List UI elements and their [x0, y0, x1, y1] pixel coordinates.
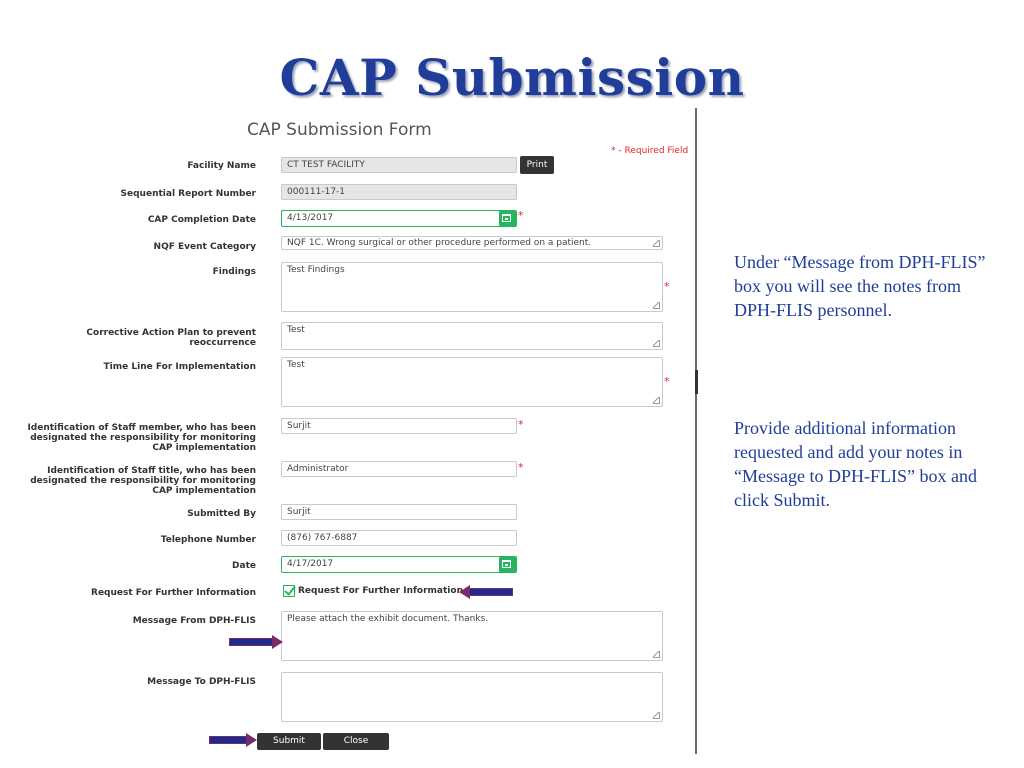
sequential-report-number-input[interactable]: 000111-17-1 [281, 184, 517, 200]
staff-member-input[interactable]: Surjit [281, 418, 517, 434]
staff-member-label [6, 423, 256, 453]
required-asterisk: * [518, 418, 524, 431]
required-asterisk: * [664, 375, 670, 388]
message-from-textarea[interactable]: Please attach the exhibit document. Thanks. [281, 611, 663, 661]
sequential-report-number-label: Sequential Report Number [120, 189, 256, 199]
telephone-number-label: Telephone Number [160, 535, 256, 545]
time-line-label: Time Line For Implementation [103, 362, 256, 372]
request-info-checkbox-label[interactable]: Request For Further Information [298, 586, 463, 596]
telephone-number-input[interactable]: (876) 767-6887 [281, 530, 517, 546]
date-input[interactable]: 4/17/2017 [281, 556, 517, 573]
staff-title-label [6, 466, 256, 496]
submitted-by-label: Submitted By [187, 509, 256, 519]
request-info-label: Request For Further Information [91, 588, 256, 598]
required-asterisk: * [664, 280, 670, 293]
staff-title-label-line1: Identification of Staff title, who has been [47, 466, 256, 476]
staff-title-label-line2: designated the responsibility for monitoring [30, 476, 256, 486]
corrective-action-plan-label-line2: reoccurrence [189, 338, 256, 348]
nqf-event-category-label: NQF Event Category [153, 242, 256, 252]
facility-name-label: Facility Name [187, 161, 256, 171]
cap-completion-date-input[interactable]: 4/13/2017 [281, 210, 517, 227]
right-arrow-icon [209, 733, 257, 747]
staff-title-label-line3: CAP implementation [152, 486, 256, 496]
required-asterisk: * [518, 461, 524, 474]
message-to-label: Message To DPH-FLIS [147, 677, 256, 687]
close-button[interactable]: Close [323, 733, 389, 750]
submitted-by-input[interactable]: Surjit [281, 504, 517, 520]
right-arrow-icon [229, 635, 283, 649]
nqf-event-category-input[interactable]: NQF 1C. Wrong surgical or other procedure performed on a patient. [281, 236, 663, 250]
slide-title: CAP Submission [279, 48, 745, 107]
time-line-textarea[interactable]: Test [281, 357, 663, 407]
required-asterisk: * [518, 209, 524, 222]
facility-name-input[interactable]: CT TEST FACILITY [281, 157, 517, 173]
calendar-icon[interactable] [499, 211, 516, 226]
corrective-action-plan-label-line1: Corrective Action Plan to prevent [86, 328, 256, 338]
staff-member-label-line2: designated the responsibility for monitoring [30, 433, 256, 443]
left-arrow-icon [459, 585, 513, 599]
vertical-divider [695, 108, 697, 754]
staff-member-label-line1: Identification of Staff member, who has been [27, 423, 256, 433]
corrective-action-plan-label [6, 328, 256, 348]
calendar-icon[interactable] [499, 557, 516, 572]
staff-title-input[interactable]: Administrator [281, 461, 517, 477]
request-info-checkbox[interactable] [283, 585, 295, 597]
cap-completion-date-label: CAP Completion Date [147, 215, 256, 225]
message-to-textarea[interactable] [281, 672, 663, 722]
staff-member-label-line3: CAP implementation [152, 443, 256, 453]
message-from-label: Message From DPH-FLIS [132, 616, 256, 626]
required-field-note: * - Required Field [611, 146, 689, 156]
vertical-divider-accent [695, 370, 698, 394]
findings-label: Findings [212, 267, 256, 277]
form-heading: CAP Submission Form [247, 120, 432, 140]
print-button[interactable]: Print [520, 156, 554, 174]
corrective-action-plan-textarea[interactable]: Test [281, 322, 663, 350]
submit-button[interactable]: Submit [257, 733, 321, 750]
date-label: Date [232, 561, 256, 571]
note-message-to: Provide additional information requested and add your notes in “Message to DPH-FLIS” box and click Submit. [734, 418, 977, 510]
findings-textarea[interactable]: Test Findings [281, 262, 663, 312]
note-message-from: Under “Message from DPH-FLIS” box you will see the notes from DPH-FLIS personnel. [734, 252, 986, 320]
